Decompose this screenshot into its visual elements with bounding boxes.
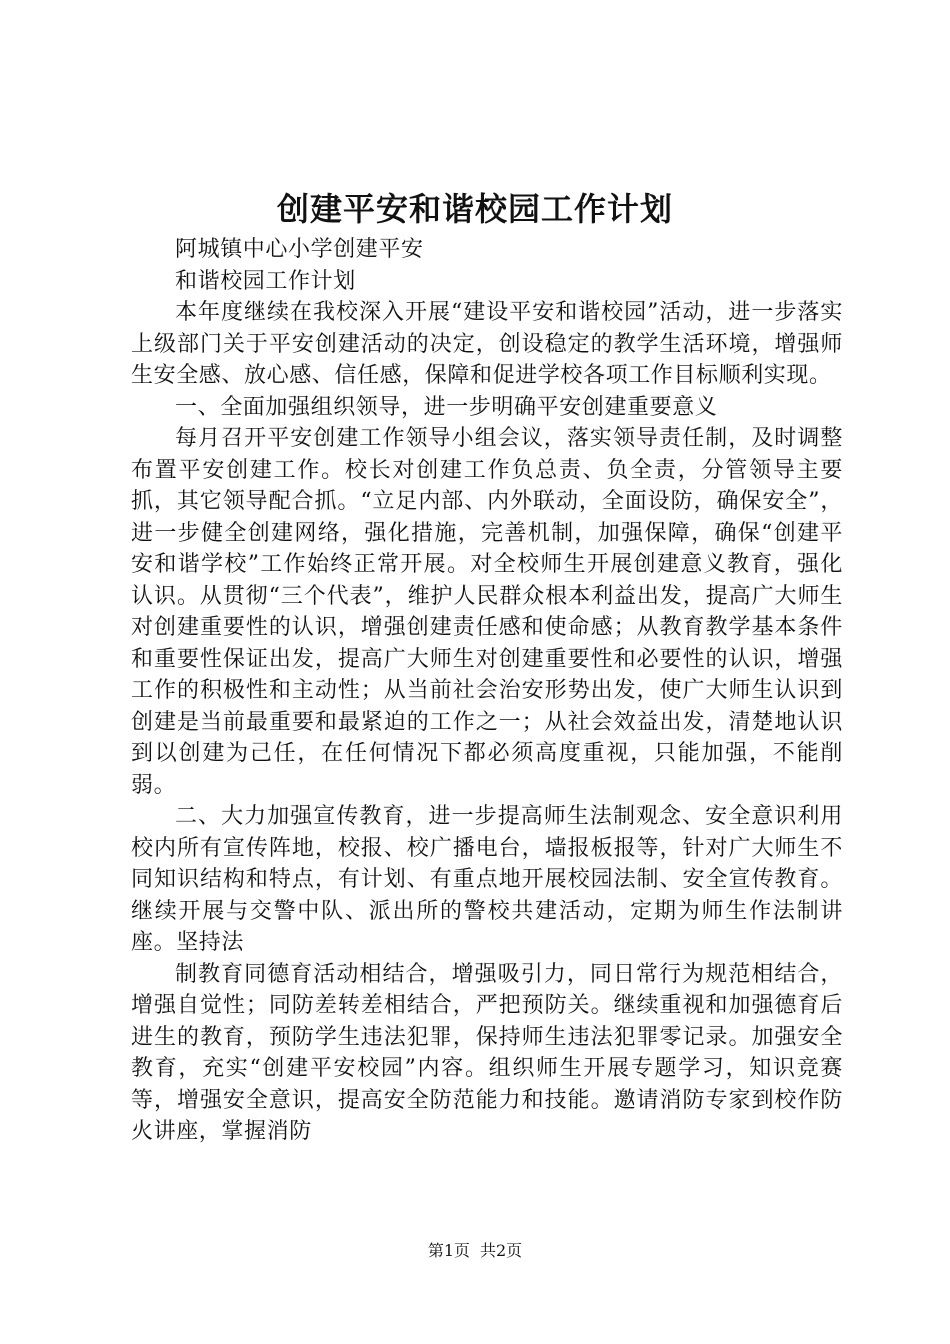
document-body: [131, 234, 843, 1148]
paragraph-school-name: 阿城镇中心小学创建平安: [175, 237, 424, 262]
page-number-total: 共2页: [480, 1241, 523, 1260]
section-heading-2: 二、大力加强宣传教育，进一步提高师生法制观念、安全意识利用校内所有宣传阵地，校报、校广播电台，墙报板报等，针对广大师生不同知识结构和特点，有计划、有重点地开展校园法制、安全宣传教育。继续开展与交警中队、派出所的警校共建活动，定期为师生作法制讲座。坚持法: [131, 804, 843, 955]
page-number-current: 第1页: [427, 1241, 470, 1260]
paragraph-section-2: 制教育同德育活动相结合，增强吸引力，同日常行为规范相结合，增强自觉性；同防差转差相结合，严把预防关。继续重视和加强德育后进生的教育，预防学生违法犯罪，保持师生违法犯罪零记录。加强安全教育，充实“创建平安校园”内容。组织师生开展专题学习，知识竞赛等，增强安全意识，提高安全防范能力和技能。邀请消防专家到校作防火讲座，掌握消防: [131, 961, 843, 1144]
paragraph-plan-name: 和谐校园工作计划: [175, 268, 356, 294]
section-heading-1: 一、全面加强组织领导，进一步明确平安创建重要意义: [175, 394, 718, 420]
paragraph-intro: 本年度继续在我校深入开展“建设平安和谐校园”活动，进一步落实上级部门关于平安创建活动的决定，创设稳定的教学生活环境，增强师生安全感、放心感、信任感，保障和促进学校各项工作目标顺利实现。: [131, 300, 843, 388]
paragraph-section-1: 每月召开平安创建工作领导小组会议，落实领导责任制，及时调整布置平安创建工作。校长对创建工作负总责、负全责，分管领导主要抓，其它领导配合抓。“立足内部、内外联动，全面设防，确保安全”，进一步健全创建网络，强化措施，完善机制，加强保障，确保“创建平安和谐学校”工作始终正常开展。对全校师生开展创建意义教育，强化认识。从贯彻“三个代表”，维护人民群众根本利益出发，提高广大师生对创建重要性的认识，增强创建责任感和使命感；从教育教学基本条件和重要性保证出发，提高广大师生对创建重要性和必要性的认识，增强工作的积极性和主动性；从当前社会治安形势出发，使广大师生认识到创建是当前最重要和最紧迫的工作之一；从社会效益出发，清楚地认识到以创建为己任，在任何情况下都必须高度重视，只能加强，不能削弱。: [131, 426, 843, 798]
page-footer: [0, 1240, 950, 1262]
document-title: 创建平安和谐校园工作计划: [276, 190, 673, 228]
